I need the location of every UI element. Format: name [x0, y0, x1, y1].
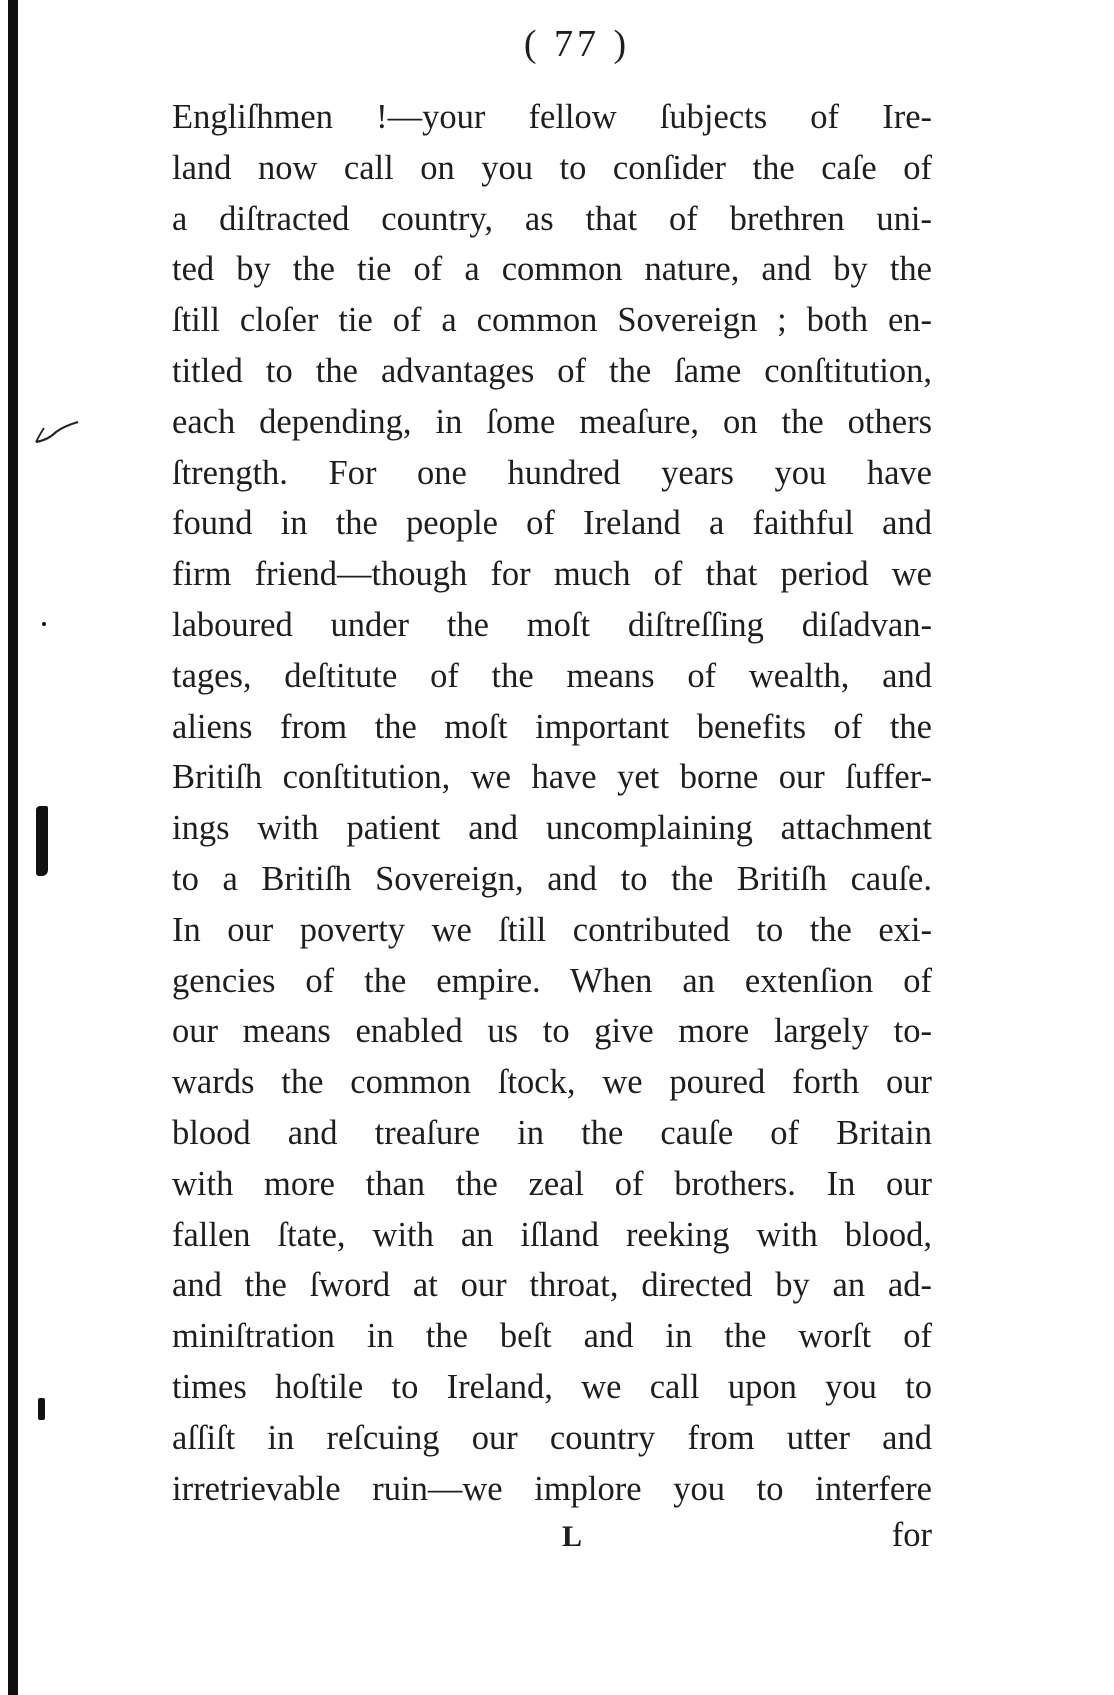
- text-line: ſtrength. For one hundred years you have: [172, 453, 932, 492]
- ink-dot: [42, 622, 46, 626]
- text-line: wards the common ſtock, we poured forth our: [172, 1063, 932, 1102]
- margin-tick-mark: [34, 420, 82, 446]
- text-line: fallen ſtate, with an iſland reeking with blood,: [172, 1215, 932, 1254]
- text-line: a diſtracted country, as that of brethren uni-: [172, 199, 932, 238]
- text-line: ted by the tie of a common nature, and by the: [172, 250, 932, 289]
- text-line: irretrievable ruin—we implore you to interfere: [172, 1469, 932, 1508]
- text-line: blood and treaſure in the cauſe of Britain: [172, 1113, 932, 1152]
- text-line: titled to the advantages of the ſame conſtitution,: [172, 351, 932, 390]
- text-line: ings with patient and uncomplaining attachment: [172, 809, 932, 848]
- text-line: miniſtration in the beſt and in the worſt of: [172, 1317, 932, 1356]
- text-line: land now call on you to conſider the caſe of: [172, 148, 932, 187]
- text-line: each depending, in ſome meaſure, on the others: [172, 402, 932, 441]
- ink-blot: [38, 1398, 45, 1420]
- text-line: to a Britiſh Sovereign, and to the Britiſh cauſe.: [172, 859, 932, 898]
- text-line: Engliſhmen !—your fellow ſubjects of Ire-: [172, 98, 932, 136]
- text-line: aliens from the moſt important benefits of the: [172, 707, 932, 746]
- text-line: laboured under the moſt diſtreſſing diſadvan-: [172, 605, 932, 644]
- text-line: and the ſword at our throat, directed by an ad-: [172, 1266, 932, 1305]
- text-line: found in the people of Ireland a faithful and: [172, 504, 932, 543]
- body-text: [172, 92, 932, 1514]
- text-line: In our poverty we ſtill contributed to the exi-: [172, 910, 932, 949]
- text-line: Britiſh conſtitution, we have yet borne our ſuffer-: [172, 758, 932, 797]
- page-number: ( 77 ): [523, 23, 631, 65]
- text-line: firm friend—though for much of that period we: [172, 555, 932, 594]
- text-line: ſtill cloſer tie of a common Sovereign ; both en-: [172, 301, 932, 340]
- text-line: times hoſtile to Ireland, we call upon you to: [172, 1367, 932, 1406]
- catchword: for: [891, 1516, 932, 1554]
- text-line: with more than the zeal of brothers. In our: [172, 1164, 932, 1203]
- text-line: aſſiſt in reſcuing our country from utter and: [172, 1418, 932, 1457]
- ink-blot: [36, 806, 48, 876]
- text-line: tages, deſtitute of the means of wealth, and: [172, 656, 932, 695]
- text-line: our means enabled us to give more largely to-: [172, 1012, 932, 1051]
- signature-mark: L: [562, 1520, 583, 1553]
- text-line: gencies of the empire. When an extenſion of: [172, 961, 932, 1000]
- binding-edge: [8, 0, 18, 1695]
